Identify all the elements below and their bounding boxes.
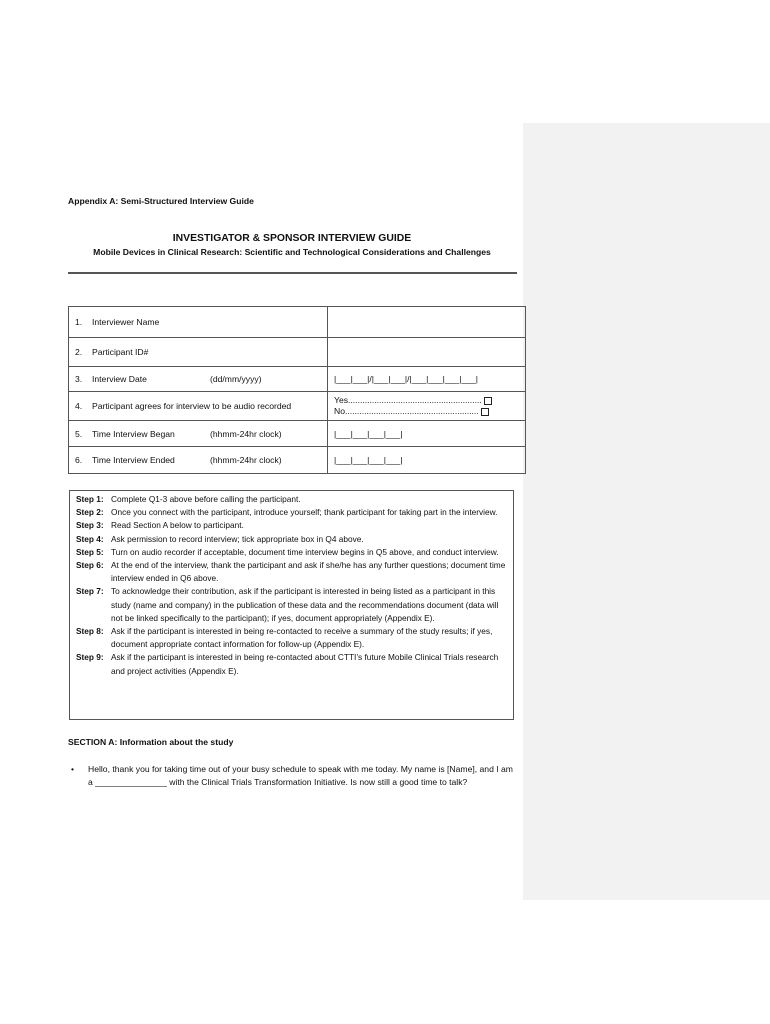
step-text: To acknowledge their contribution, ask if the participant is interested in being listed as a participant in this study (name and company) in the publication of these data and the recommendations document (data will not be linked specifically to the participant); if yes, document appropriately (Appendix E). — [111, 586, 499, 623]
step-item — [76, 559, 507, 585]
step-item — [76, 625, 507, 651]
question-cell — [69, 421, 328, 447]
step-item — [76, 651, 507, 677]
question-number: 1. — [75, 317, 83, 327]
format-hint: (hhmm-24hr clock) — [210, 455, 282, 465]
question-number: 6. — [75, 455, 83, 465]
step-label: Step 6: — [76, 560, 104, 571]
table-row — [69, 447, 526, 474]
step-item — [76, 546, 507, 559]
interview-info-table — [68, 306, 526, 474]
yes-checkbox[interactable] — [484, 397, 492, 405]
step-text: Once you connect with the participant, introduce yourself; thank participant for taking part in the interview. — [111, 507, 498, 518]
step-text: Ask if the participant is interested in being re-contacted about CTTI’s future Mobile Clinical Trials research and project activities (Appendix E). — [111, 652, 499, 676]
step-label: Step 5: — [76, 546, 104, 557]
appendix-title: Appendix A: Semi-Structured Interview Guide — [68, 196, 254, 206]
step-label: Step 4: — [76, 533, 104, 544]
question-number: 5. — [75, 428, 83, 439]
document-subtitle: Mobile Devices in Clinical Research: Scientific and Technological Considerations and Challenges — [93, 247, 491, 257]
step-item — [76, 519, 507, 532]
time-began-field[interactable]: |___|___|___|___| — [328, 421, 526, 447]
step-item — [76, 533, 507, 546]
audio-consent-cell — [328, 392, 526, 421]
table-row — [69, 421, 526, 447]
comment-pane — [523, 123, 770, 900]
step-label: Step 8: — [76, 626, 104, 637]
bullet-text: Hello, thank you for taking time out of your busy schedule to speak with me today. My name is [Name], and I am a _______________ with the Clinical Trials Transformation Initiative. Is now still a good time to talk? — [88, 764, 513, 788]
step-text: Read Section A below to participant. — [111, 520, 244, 531]
document-title: INVESTIGATOR & SPONSOR INTERVIEW GUIDE — [172, 233, 412, 244]
question-label: Time Interview Ended — [92, 455, 175, 465]
section-a-heading: SECTION A: Information about the study — [68, 737, 234, 747]
format-hint: (hhmm-24hr clock) — [210, 428, 282, 439]
step-text: Ask if the participant is interested in being re-contacted to receive a summary of the study results; if yes, document appropriate contact information for follow-up (Appendix E). — [111, 626, 493, 650]
list-item — [68, 763, 520, 790]
step-label: Step 9: — [76, 652, 104, 663]
step-label: Step 1: — [76, 494, 104, 504]
step-text: Ask permission to record interview; tick appropriate box in Q4 above. — [111, 533, 364, 544]
question-number: 4. — [75, 401, 83, 411]
yes-option — [334, 395, 519, 406]
format-hint: (dd/mm/yyyy) — [210, 374, 262, 384]
table-row — [69, 392, 526, 421]
step-text: Complete Q1-3 above before calling the participant. — [111, 494, 301, 504]
step-label: Step 7: — [76, 586, 104, 597]
time-ended-field[interactable]: |___|___|___|___| — [328, 447, 526, 474]
question-label: Time Interview Began — [92, 428, 175, 439]
question-label: Participant ID# — [92, 347, 149, 357]
no-option — [334, 406, 519, 417]
question-number: 3. — [75, 374, 83, 384]
table-row — [69, 338, 526, 367]
question-label: Interview Date — [92, 374, 147, 384]
question-cell — [69, 338, 328, 367]
no-label: No........................................................ — [334, 406, 479, 416]
question-cell — [69, 367, 328, 392]
step-item — [76, 585, 507, 625]
interview-date-field[interactable]: |___|___|/|___|___|/|___|___|___|___| — [328, 367, 526, 392]
no-checkbox[interactable] — [481, 408, 489, 416]
table-row — [69, 367, 526, 392]
interviewer-name-field[interactable] — [328, 307, 526, 338]
question-number: 2. — [75, 347, 83, 357]
question-label: Participant agrees for interview to be audio recorded — [92, 401, 292, 411]
step-text: Turn on audio recorder if acceptable, document time interview begins in Q5 above, and conduct interview. — [111, 546, 499, 557]
instructions-box — [69, 490, 514, 720]
step-text: At the end of the interview, thank the participant and ask if she/he has any further questions; document time interview ended in Q6 above. — [111, 560, 506, 584]
question-cell — [69, 447, 328, 474]
question-cell — [69, 392, 328, 421]
step-label: Step 2: — [76, 507, 104, 518]
step-label: Step 3: — [76, 520, 104, 531]
step-item — [76, 506, 507, 519]
table-row — [69, 307, 526, 338]
question-label: Interviewer Name — [92, 317, 160, 327]
participant-id-field[interactable] — [328, 338, 526, 367]
step-item — [76, 493, 507, 506]
bullet-icon: • — [71, 764, 75, 774]
question-cell — [69, 307, 328, 338]
yes-label: Yes........................................................ — [334, 395, 482, 405]
title-divider — [68, 272, 517, 274]
